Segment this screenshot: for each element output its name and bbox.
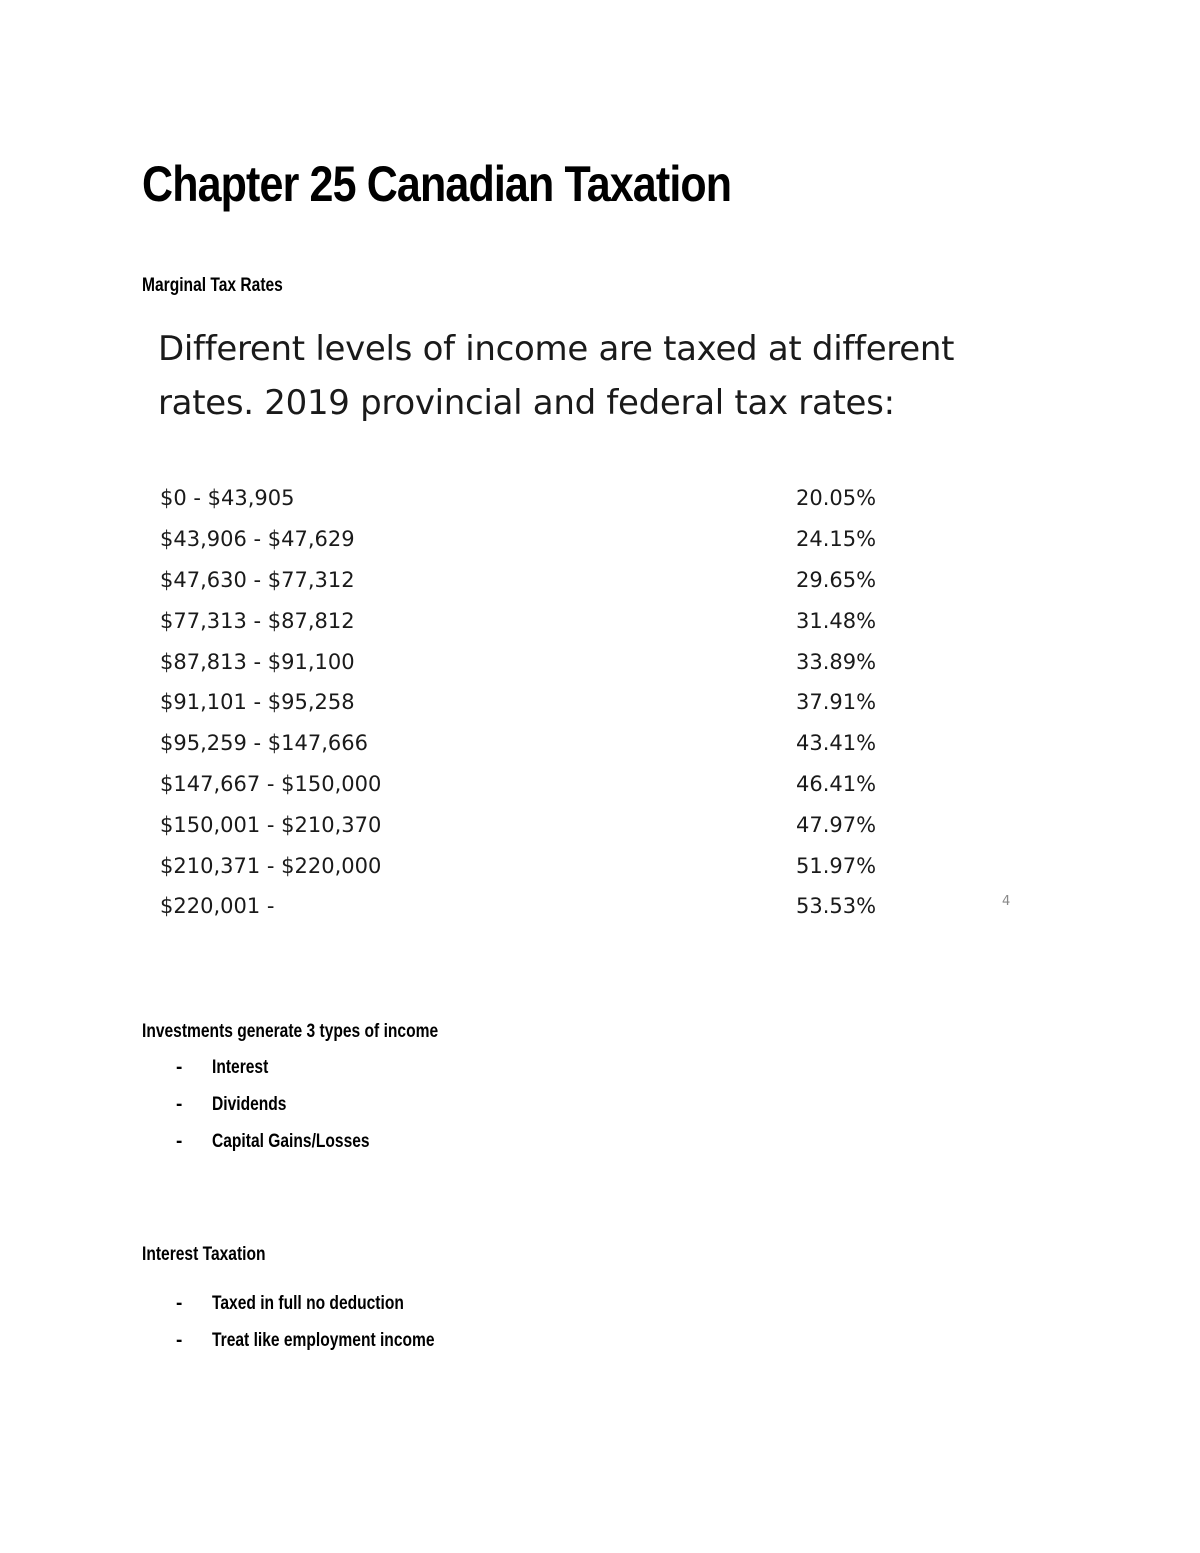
table-row bbox=[160, 519, 880, 560]
tax-rate: 20.05% bbox=[796, 486, 877, 511]
tax-rate: 51.97% bbox=[796, 853, 877, 878]
tax-rate: 53.53% bbox=[796, 894, 877, 919]
income-range: $77,313 - $87,812 bbox=[160, 608, 355, 633]
income-range: $147,667 - $150,000 bbox=[160, 771, 382, 796]
list-item-text: Taxed in full no deduction bbox=[212, 1293, 404, 1314]
slide-number: 4 bbox=[1002, 894, 1011, 909]
income-range: $220,001 - bbox=[160, 894, 275, 919]
income-range: $150,001 - $210,370 bbox=[160, 812, 382, 837]
bullet-dash: - bbox=[176, 1330, 183, 1351]
table-row bbox=[160, 641, 880, 682]
tax-rate: 46.41% bbox=[796, 771, 877, 796]
income-range: $87,813 - $91,100 bbox=[160, 649, 355, 674]
table-row bbox=[160, 804, 880, 845]
tax-rate: 33.89% bbox=[796, 649, 877, 674]
tax-rate: 31.48% bbox=[796, 608, 877, 633]
income-range: $47,630 - $77,312 bbox=[160, 567, 355, 592]
table-row bbox=[160, 560, 880, 601]
tax-rate-slide bbox=[152, 322, 1032, 932]
income-range: $95,259 - $147,666 bbox=[160, 731, 368, 756]
tax-rate: 29.65% bbox=[796, 567, 877, 592]
bullet-dash: - bbox=[176, 1293, 183, 1314]
bullet-dash: - bbox=[176, 1057, 183, 1078]
interest-taxation-heading: Interest Taxation bbox=[142, 1244, 266, 1265]
bullet-dash: - bbox=[176, 1094, 183, 1115]
income-range: $43,906 - $47,629 bbox=[160, 527, 355, 552]
investments-heading: Investments generate 3 types of income bbox=[142, 1021, 439, 1042]
income-range: $0 - $43,905 bbox=[160, 486, 295, 511]
tax-rate: 37.91% bbox=[796, 690, 877, 715]
table-row bbox=[160, 600, 880, 641]
table-row bbox=[160, 723, 880, 764]
table-row bbox=[160, 478, 880, 519]
tax-rate: 24.15% bbox=[796, 527, 877, 552]
tax-rate: 43.41% bbox=[796, 731, 877, 756]
list-item-text: Dividends bbox=[212, 1094, 287, 1115]
table-row bbox=[160, 682, 880, 723]
table-row bbox=[160, 845, 880, 886]
list-item-text: Capital Gains/Losses bbox=[212, 1131, 370, 1152]
page-title: Chapter 25 Canadian Taxation bbox=[142, 156, 732, 212]
tax-rate-table bbox=[160, 478, 880, 927]
list-item-text: Interest bbox=[212, 1057, 269, 1078]
table-row bbox=[160, 886, 880, 927]
income-range: $210,371 - $220,000 bbox=[160, 853, 382, 878]
bullet-dash: - bbox=[176, 1131, 183, 1152]
marginal-tax-rates-heading: Marginal Tax Rates bbox=[142, 275, 283, 296]
tax-rate: 47.97% bbox=[796, 812, 877, 837]
slide-intro-text: Different levels of income are taxed at different rates. 2019 provincial and federal tax rates: bbox=[158, 329, 955, 423]
list-item-text: Treat like employment income bbox=[212, 1330, 435, 1351]
table-row bbox=[160, 764, 880, 805]
income-range: $91,101 - $95,258 bbox=[160, 690, 355, 715]
